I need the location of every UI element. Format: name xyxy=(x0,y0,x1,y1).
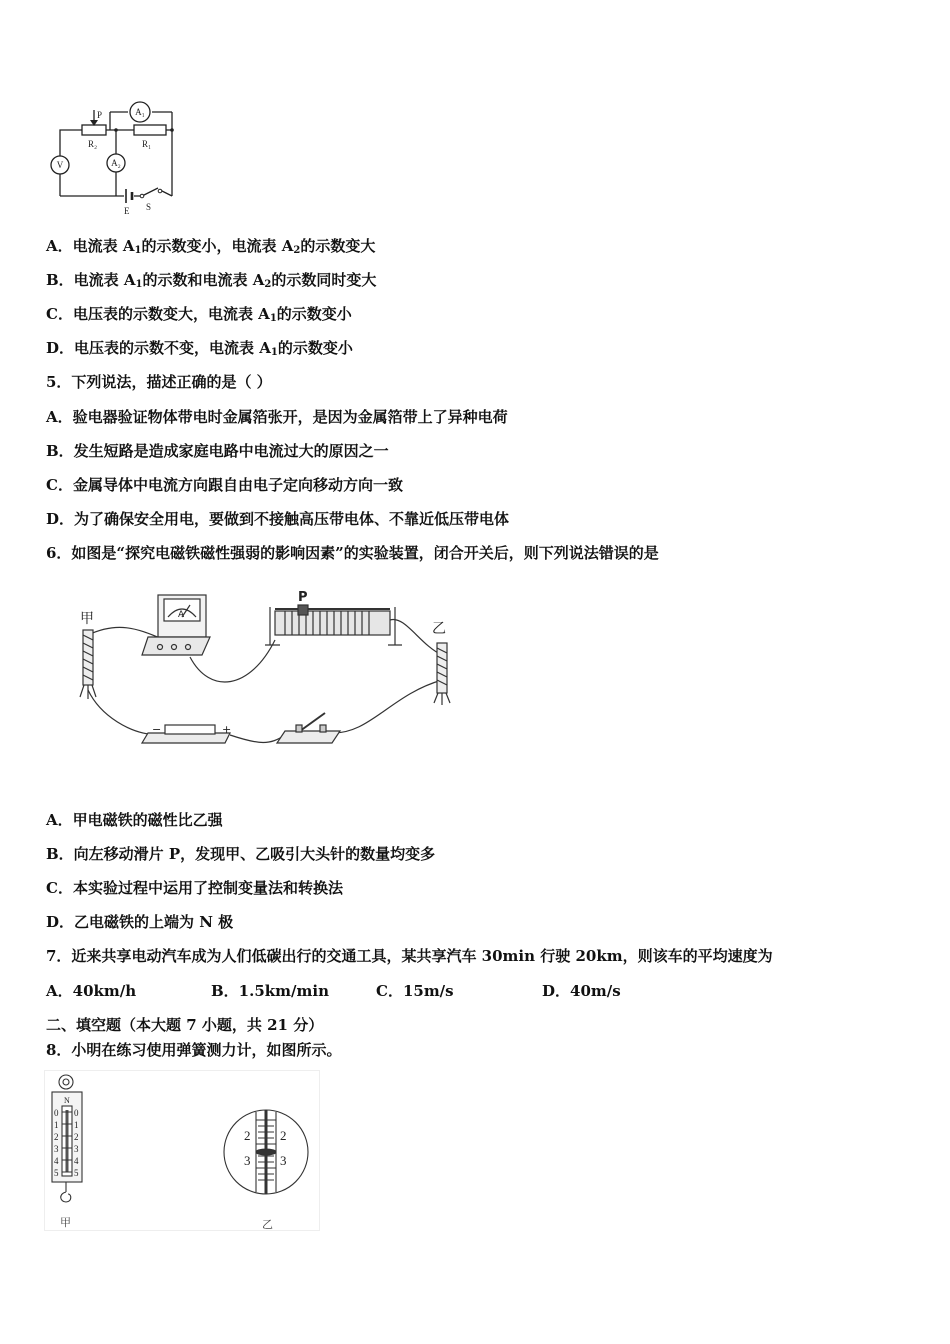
q5-option-d: D．为了确保安全用电，要做到不接触高压带电体、不靠近低压带电体 xyxy=(46,510,510,528)
section-title: 二、填空题（本大题 7 小题，共 21 分） xyxy=(46,1016,324,1034)
q6-stem: 6．如图是“探究电磁铁磁性强弱的影响因素”的实验装置，闭合开关后，则下列说法错误的是 xyxy=(46,544,659,562)
q5-option-c: C．金属导体中电流方向跟自由电子定向移动方向一致 xyxy=(46,476,403,494)
label-jia: 甲 xyxy=(80,611,94,627)
label-r2: R₂ xyxy=(88,139,98,149)
q8-stem: 8．小明在练习使用弹簧测力计，如图所示。 xyxy=(46,1041,342,1059)
q4-option-c: C．电压表的示数变大，电流表 $A_1$的示数变小 xyxy=(46,305,352,324)
q5-option-b: B．发生短路是造成家庭电路中电流过大的原因之一 xyxy=(46,442,389,460)
q5-option-a: A．验电器验证物体带电时金属箔张开，是因为金属箔带上了异种电荷 xyxy=(46,408,508,426)
right-scale-5: 5 xyxy=(74,1168,79,1178)
right-scale-1: 1 xyxy=(74,1120,79,1130)
q5-stem: 5．下列说法，描述正确的是（ ） xyxy=(46,373,272,391)
q7-option-c: C．15m/s xyxy=(376,982,454,1000)
label-yi: 乙 xyxy=(432,621,446,637)
left-scale-3: 3 xyxy=(54,1144,59,1154)
q7-option-d: D．40m/s xyxy=(542,982,621,1000)
label-a1: A₁ xyxy=(135,107,145,117)
label-yi: 乙 xyxy=(262,1218,273,1231)
label-v: V xyxy=(56,160,64,170)
q4-option-a: A．电流表 $A_1$的示数变小，电流表 $A_2$的示数变大 xyxy=(46,237,376,256)
label-r1: R₁ xyxy=(142,139,152,149)
label-jia: 甲 xyxy=(60,1216,71,1229)
zoom-three-right: 3 xyxy=(280,1153,287,1168)
q4-option-b: B．电流表 $A_1$的示数和电流表 $A_2$的示数同时变大 xyxy=(46,271,377,290)
q7-stem: 7．近来共享电动汽车成为人们低碳出行的交通工具，某共享汽车 30min 行驶 20km，则该车的平均速度为 xyxy=(46,947,773,965)
q7-options xyxy=(46,981,906,1001)
q4-option-d: D．电压表的示数不变，电流表 $A_1$的示数变小 xyxy=(46,339,353,358)
electromagnet-apparatus xyxy=(70,585,470,760)
left-scale-0: 0 xyxy=(54,1108,59,1118)
label-p: P xyxy=(298,590,308,605)
q6-option-b: B．向左移动滑片 P，发现甲、乙吸引大头针的数量均变多 xyxy=(46,845,436,863)
zoom-three-left: 3 xyxy=(244,1153,251,1168)
q6-option-c: C．本实验过程中运用了控制变量法和转换法 xyxy=(46,879,343,897)
label-ammeter-a: A xyxy=(178,610,185,620)
q7-option-a: A．40km/h xyxy=(46,982,137,1000)
right-scale-3: 3 xyxy=(74,1144,79,1154)
label-e: E xyxy=(124,206,130,216)
label-minus: − xyxy=(152,723,162,736)
right-scale-2: 2 xyxy=(74,1132,79,1142)
zoom-two-right: 2 xyxy=(280,1128,287,1143)
circuit-diagram xyxy=(44,100,184,222)
left-scale-5: 5 xyxy=(54,1168,59,1178)
left-scale-2: 2 xyxy=(54,1132,59,1142)
left-scale-1: 1 xyxy=(54,1120,59,1130)
q7-option-b: B．1.5km/min xyxy=(211,982,329,1000)
spring-scale-figure xyxy=(44,1070,324,1232)
zoom-two-left: 2 xyxy=(244,1128,251,1143)
q6-option-d: D．乙电磁铁的上端为 N 极 xyxy=(46,913,234,931)
left-scale-4: 4 xyxy=(54,1156,59,1166)
right-scale-0: 0 xyxy=(74,1108,79,1118)
right-scale-4: 4 xyxy=(74,1156,79,1166)
label-plus: + xyxy=(222,723,232,736)
q6-option-a: A．甲电磁铁的磁性比乙强 xyxy=(46,811,223,829)
label-a2: A₂ xyxy=(111,158,121,168)
label-p: P xyxy=(97,110,103,120)
label-n: N xyxy=(64,1096,70,1105)
label-s: S xyxy=(146,202,152,212)
